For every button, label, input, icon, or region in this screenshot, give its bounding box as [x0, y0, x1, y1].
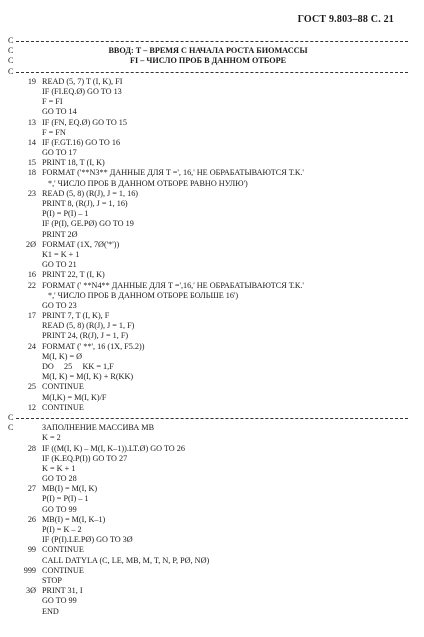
- statement-label: 17: [27, 311, 36, 321]
- code-line: [8, 168, 408, 178]
- code-line: [8, 87, 408, 97]
- statement-text: IF (P(I), GE.PØ) GO TO 19: [42, 219, 134, 229]
- statement-text: M(I, K) = M(I, K) + R(KK): [42, 372, 134, 382]
- statement-text: CONTINUE: [42, 382, 84, 392]
- statement-label: 15: [27, 158, 36, 168]
- statement-label: 14: [27, 137, 36, 147]
- statement-label: 12: [27, 402, 36, 412]
- code-line: [8, 281, 408, 291]
- code-line: [8, 46, 408, 56]
- code-line: [8, 484, 408, 494]
- statement-text: P(I) = P(I) – 1: [42, 209, 89, 219]
- code-line: [8, 250, 408, 260]
- statement-label: 24: [27, 341, 36, 351]
- statement-label: 16: [27, 270, 36, 280]
- code-line: [8, 586, 408, 596]
- code-line: [8, 545, 408, 555]
- code-line: [8, 331, 408, 341]
- statement-text: GO TO 17: [42, 148, 77, 158]
- comment-marker: C: [8, 423, 14, 433]
- code-line: [8, 148, 408, 158]
- code-line: [8, 433, 408, 443]
- code-line: [8, 454, 408, 464]
- code-line: [8, 128, 408, 138]
- comment-marker: C: [8, 46, 14, 56]
- code-line: [8, 596, 408, 606]
- code-line: [8, 423, 408, 433]
- code-line: [8, 260, 408, 270]
- statement-label: 27: [27, 484, 36, 494]
- code-line: [8, 209, 408, 219]
- code-line: [8, 301, 408, 311]
- code-line: [8, 56, 408, 66]
- comment-marker: C: [8, 66, 14, 76]
- statement-text: IF (FI.EQ.Ø) GO TO 13: [42, 86, 122, 96]
- code-line: [8, 179, 408, 189]
- statement-text: GO TO 99: [42, 504, 77, 514]
- statement-text: MB(I) = M(I, K–1): [42, 514, 106, 524]
- statement-text: READ (5, 8) (R(J), J = 1, F): [42, 321, 135, 331]
- statement-text: IF (P(I).LE.PØ) GO TO 3Ø: [42, 535, 133, 545]
- code-line: [8, 189, 408, 199]
- statement-text: P(I) = P(I) – 1: [42, 494, 89, 504]
- statement-text: PRINT 18, T (I, K): [42, 158, 105, 168]
- code-line: [8, 474, 408, 484]
- code-line: [8, 240, 408, 250]
- statement-text: PRINT 8, (R(J), J = 1, 16): [42, 199, 128, 208]
- page-header: ГОСТ 9.803–88 С. 21: [297, 14, 394, 25]
- statement-text: PRINT 31, I: [42, 586, 83, 596]
- code-line: [8, 158, 408, 168]
- statement-text: GO TO 99: [42, 596, 77, 606]
- statement-text: FORMAT (' **', 16 (1X, F5.2)): [42, 341, 145, 351]
- code-line: [8, 372, 408, 382]
- statement-text: READ (5, 8) (R(J), J = 1, 16): [42, 188, 139, 198]
- code-line: [8, 291, 408, 301]
- code-line: [8, 311, 408, 321]
- statement-text: PRINT 2Ø: [42, 229, 78, 239]
- statement-text: FI – ЧИСЛО ПРОБ В ДАННОМ ОТБОРЕ: [129, 56, 287, 66]
- code-line: [8, 352, 408, 362]
- statement-text: F = FN: [42, 127, 66, 137]
- code-line: [8, 576, 408, 586]
- code-line: [8, 230, 408, 240]
- statement-label: 26: [27, 514, 36, 524]
- statement-text: IF (FN, EQ.Ø) GO TO 15: [42, 117, 127, 127]
- statement-text: PRINT 7, T (I, K), F: [42, 311, 110, 321]
- statement-label: 13: [27, 117, 36, 127]
- comment-separator: [8, 413, 408, 423]
- statement-label: 18: [27, 168, 36, 178]
- statement-text: CONTINUE: [42, 545, 84, 555]
- statement-text: GO TO 14: [42, 107, 77, 117]
- comment-marker: C: [8, 36, 14, 45]
- code-line: [8, 107, 408, 117]
- statement-label: 19: [27, 76, 36, 86]
- statement-label: 3Ø: [25, 586, 36, 596]
- comment-separator: [8, 36, 408, 46]
- statement-label: 22: [27, 280, 36, 290]
- statement-text: F = FI: [42, 97, 63, 107]
- code-line: [8, 505, 408, 515]
- code-line: [8, 535, 408, 545]
- statement-text: GO TO 28: [42, 474, 77, 484]
- statement-text: CONTINUE: [42, 402, 84, 412]
- statement-label: 25: [27, 382, 36, 392]
- code-line: [8, 118, 408, 128]
- code-line: [8, 393, 408, 403]
- code-listing: [8, 36, 408, 617]
- statement-text: K = K + 1: [42, 463, 76, 473]
- statement-text: GO TO 23: [42, 300, 77, 310]
- statement-text: MB(I) = M(I, K): [42, 484, 98, 494]
- statement-text: IF ((M(I, K) – M(I, K–1)).LT.Ø) GO TO 26: [42, 443, 185, 453]
- dashed-rule: [16, 72, 408, 73]
- code-line: [8, 464, 408, 474]
- statement-label: 999: [23, 565, 36, 575]
- code-line: [8, 515, 408, 525]
- statement-text: READ (5, 7) T (I, K), FI: [42, 76, 123, 86]
- comment-separator: [8, 67, 408, 77]
- code-line: [8, 444, 408, 454]
- code-line: [8, 494, 408, 504]
- statement-text: ЗАПОЛНЕНИЕ МАССИВА MB: [42, 423, 155, 433]
- statement-text: PRINT 22, T (I, K): [42, 270, 105, 280]
- statement-text: M(I,K) = M(I, K)/F: [42, 392, 107, 402]
- statement-text: FORMAT (1X, 7Ø('*')): [42, 239, 120, 249]
- statement-text: CALL DATYLA (C, LE, MB, M, T, N, P, PØ, NØ): [42, 555, 210, 565]
- code-line: [8, 382, 408, 392]
- comment-marker: C: [8, 56, 14, 66]
- code-line: [8, 270, 408, 280]
- statement-text: FORMAT ('**N3** ДАННЫЕ ДЛЯ T =', 16,' НЕ ОБРАБАТЫВАЮТСЯ Т.К.': [42, 168, 304, 178]
- statement-text: FORMAT (' **N4** ДАННЫЕ ДЛЯ T =',16,' НЕ ОБРАБАТЫВАЮТСЯ Т.К.': [42, 280, 304, 290]
- statement-text: *,' ЧИСЛО ПРОБ В ДАННОМ ОТБОРЕ РАВНО НУЛЮ'): [48, 178, 248, 188]
- statement-text: IF (F.GT.16) GO TO 16: [42, 137, 121, 147]
- dashed-rule: [16, 418, 408, 419]
- statement-text: K = 2: [42, 433, 61, 443]
- statement-text: *,' ЧИСЛО ПРОБ В ДАННОМ ОТБОРЕ БОЛЬШЕ 16'): [48, 290, 239, 300]
- code-line: [8, 525, 408, 535]
- statement-label: 99: [27, 545, 36, 555]
- comment-marker: C: [8, 412, 14, 422]
- code-line: [8, 607, 408, 617]
- statement-text: K1 = K + 1: [42, 249, 80, 259]
- statement-text: M(I, K) = Ø: [42, 351, 83, 361]
- code-line: [8, 566, 408, 576]
- code-line: [8, 219, 408, 229]
- statement-label: 2Ø: [25, 239, 36, 249]
- code-line: [8, 97, 408, 107]
- statement-text: ВВОД: Т – ВРЕМЯ С НАЧАЛА РОСТА БИОМАССЫ: [108, 46, 308, 56]
- code-line: [8, 556, 408, 566]
- code-line: [8, 403, 408, 413]
- code-line: [8, 138, 408, 148]
- statement-text: IF (K.EQ.P(I)) GO TO 27: [42, 453, 128, 463]
- statement-label: 23: [27, 188, 36, 198]
- statement-text: GO TO 21: [42, 260, 77, 270]
- statement-text: END: [42, 606, 59, 616]
- code-line: [8, 362, 408, 372]
- statement-text: CONTINUE: [42, 565, 84, 575]
- code-line: [8, 199, 408, 209]
- code-line: [8, 321, 408, 331]
- statement-label: 28: [27, 443, 36, 453]
- dashed-rule: [16, 41, 408, 42]
- statement-text: DO 25 KK = 1,F: [42, 362, 114, 371]
- statement-text: STOP: [42, 575, 62, 585]
- statement-text: P(I) = K – 2: [42, 525, 82, 534]
- statement-text: PRINT 24, (R(J), J = 1, F): [42, 331, 129, 341]
- code-line: [8, 342, 408, 352]
- code-line: [8, 77, 408, 87]
